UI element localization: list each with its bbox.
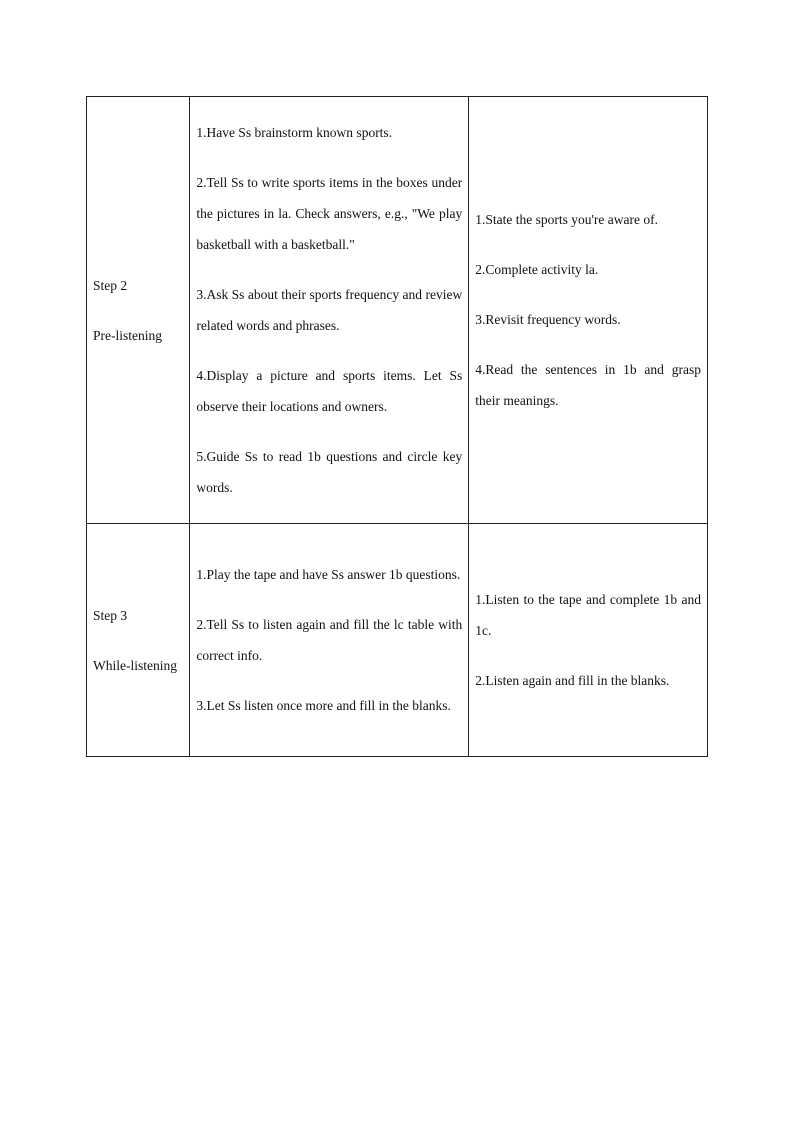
lesson-plan-table xyxy=(86,96,708,757)
step-cell xyxy=(87,97,190,524)
teacher-activity-item: 1.Play the tape and have Ss answer 1b questions. xyxy=(196,567,461,582)
teacher-activity-item: 1.Have Ss brainstorm known sports. xyxy=(196,125,393,140)
student-activity-item: 2.Complete activity la. xyxy=(475,262,599,277)
teacher-activity-item: 3.Let Ss listen once more and fill in the blanks. xyxy=(196,698,451,713)
stage-label: Pre-listening xyxy=(93,327,162,343)
teacher-activity-item: 5.Guide Ss to read 1b questions and circle key words. xyxy=(196,449,463,495)
student-activities-cell xyxy=(469,97,708,524)
teacher-activity-item: 3.Ask Ss about their sports frequency and review related words and phrases. xyxy=(196,287,463,333)
student-activity-item: 1.Listen to the tape and complete 1b and 1c. xyxy=(475,592,701,638)
student-activity-item: 2.Listen again and fill in the blanks. xyxy=(475,673,670,688)
teacher-activity-item: 2.Tell Ss to listen again and fill the lc table with correct info. xyxy=(196,617,463,663)
step-label: Step 2 xyxy=(93,277,128,293)
student-activity-item: 4.Read the sentences in 1b and grasp their meanings. xyxy=(475,362,701,408)
step-cell xyxy=(87,524,190,757)
step-label: Step 3 xyxy=(93,607,128,623)
teacher-activities-cell xyxy=(190,97,469,524)
table-row-step-3 xyxy=(87,524,708,757)
student-activity-item: 3.Revisit frequency words. xyxy=(475,312,621,327)
teacher-activity-item: 2.Tell Ss to write sports items in the boxes under the pictures in la. Check answers, e.g., "We play basketball with a basketball." xyxy=(196,175,463,252)
student-activity-item: 1.State the sports you're aware of. xyxy=(475,212,658,227)
table-row-step-2 xyxy=(87,97,708,524)
student-activities-cell xyxy=(469,524,708,757)
stage-label: While-listening xyxy=(93,657,177,673)
teacher-activities-cell xyxy=(190,524,469,757)
teacher-activity-item: 4.Display a picture and sports items. Let Ss observe their locations and owners. xyxy=(196,368,463,414)
